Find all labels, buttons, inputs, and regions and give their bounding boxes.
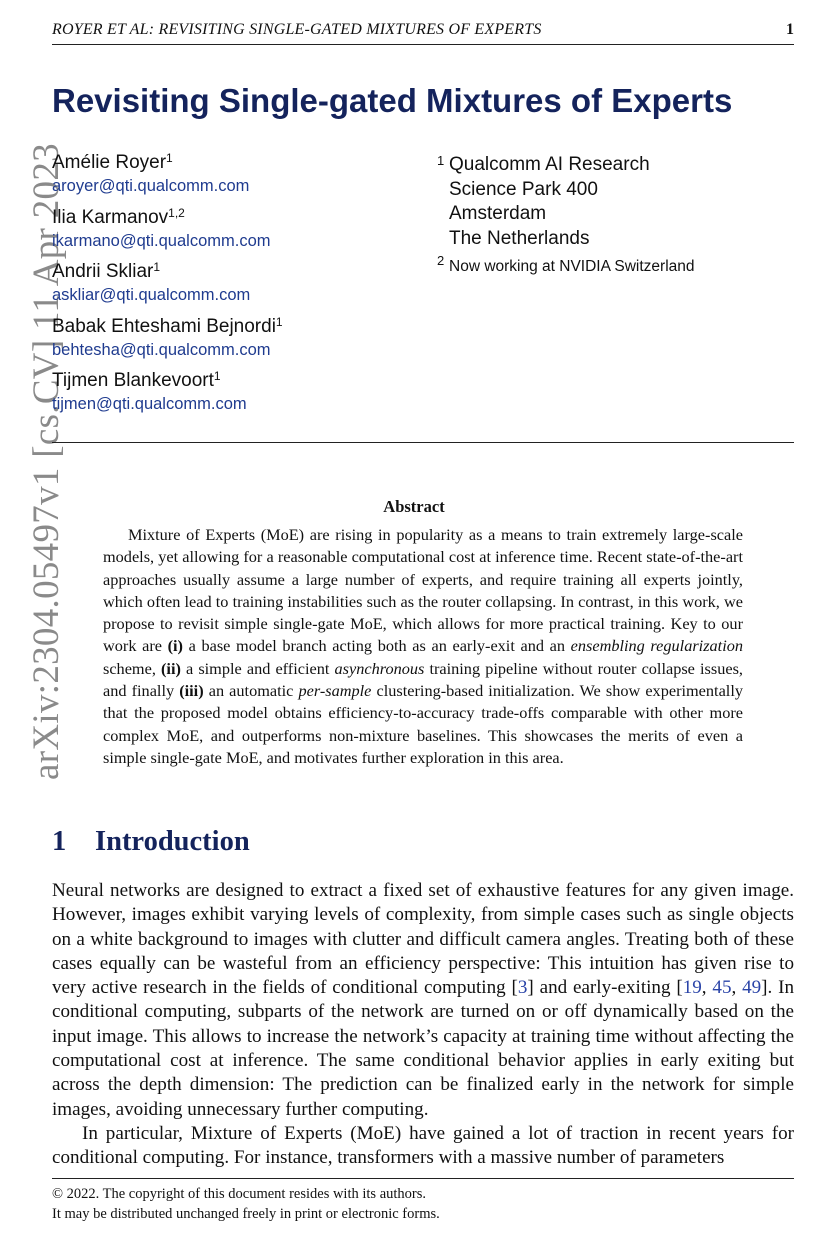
copyright-line: © 2022. The copyright of this document resides with its authors. (52, 1186, 427, 1202)
author-email-link[interactable]: aroyer@qti.qualcomm.com (52, 177, 250, 195)
affiliation-mark: 1 (437, 153, 445, 168)
section-title: Introduction (95, 826, 250, 857)
author-email-link[interactable]: behtesha@qti.qualcomm.com (52, 340, 271, 359)
author-email-link[interactable]: askliar@qti.qualcomm.com (52, 286, 251, 304)
author-name: Tijmen Blankevoort (52, 370, 214, 391)
affiliations (437, 153, 695, 277)
affiliation-note: 2 Now working at NVIDIA Switzerland (437, 253, 695, 275)
page-number: 1 (786, 21, 794, 38)
author-entry (52, 370, 412, 425)
author-affiliation-mark: 1 (213, 369, 221, 383)
author-entry (52, 152, 412, 207)
affiliation-mark: 2 (437, 253, 445, 268)
running-header-text: ROYER ET AL: REVISITING SINGLE-GATED MIXTURES OF EXPERTS (52, 21, 542, 38)
citation-link[interactable]: 49 (742, 977, 762, 999)
author-email-link[interactable]: tijmen@qti.qualcomm.com (52, 395, 247, 413)
intro-paragraph: In particular, Mixture of Experts (MoE) have gained a lot of traction in recent years for conditional computing. For instance, transformers with a massive number of parameters (52, 1122, 794, 1169)
author-affiliation-mark: 1 (275, 314, 283, 329)
author-affiliation-mark: 1,2 (168, 205, 185, 220)
abstract-heading: Abstract (383, 497, 445, 516)
intro-paragraph: Neural networks are designed to extract a fixed set of exhaustive features for any given image. However, images exhibit varying levels of complexity, from simple cases such as single objects on a white background to images with clutter and difficult camera angles. Treating both of these cases equally can be wasteful from an efficiency perspective: This intuition has given rise to very active research in the fields of conditional computing [3] and early-exiting [19, 45, 49]. In conditional computing, subparts of the network are turned on or off dynamically based on the input image. This allows to increase the network’s capacity at training time without affecting the computational cost at inference. The same conditional behavior applies in early exiting but across the depth dimension: The prediction can be finalized early in the network for simple images, avoiding unnecessary further computing. (52, 880, 795, 1120)
section-number: 1 (52, 826, 67, 857)
introduction-text (52, 879, 794, 1171)
paper-title: Revisiting Single-gated Mixtures of Experts (52, 82, 733, 119)
footer-divider (52, 1178, 794, 1179)
citation-link[interactable]: 45 (712, 977, 732, 999)
author-email-link[interactable]: ikarmano@qti.qualcomm.com (52, 231, 271, 250)
running-header (52, 20, 794, 45)
author-name: Ilia Karmanov (52, 206, 169, 228)
author-entry (52, 261, 412, 316)
author-name: Andrii Skliar (52, 261, 154, 282)
author-list (52, 152, 412, 425)
citation-link[interactable]: 19 (682, 977, 702, 999)
title-divider (52, 442, 794, 443)
citation-link[interactable]: 3 (517, 977, 528, 999)
section-heading (52, 826, 250, 858)
author-affiliation-mark: 1 (153, 260, 161, 274)
abstract-text: Mixture of Experts (MoE) are rising in popularity as a means to train extremely large-scale models, yet allowing for a reasonable computational cost at inference time. Recent state-of-the-art approaches usually assume a large number of experts, and require training all experts jointly, which often lead to training instabilities such as the router collapsing. In contrast, in this work, we propose to revisit simple single-gate MoE, which allows for more practical training. Key to our work are (i) a base model branch acting both as an early-exit and an ensembling regularization scheme, (ii) a simple and efficient asynchronous training pipeline without router collapse issues, and finally (iii) an automatic per-sample clustering-based initialization. We show experimentally that the proposed model obtains efficiency-to-accuracy trade-offs comparable with other more complex MoE, and outperforms non-mixture baselines. This showcases the merits of even a simple single-gate MoE, and motivates further exploration in this area. (103, 525, 743, 767)
author-name: Babak Ehteshami Bejnordi (52, 315, 276, 337)
author-affiliation-mark: 1 (166, 151, 173, 165)
distribution-line: It may be distributed unchanged freely in print or electronic forms. (52, 1206, 440, 1222)
author-entry (52, 207, 412, 262)
affiliation-line: 1 Qualcomm AI Research (437, 153, 695, 178)
author-name: Amélie Royer (52, 152, 167, 173)
affiliation-line: The Netherlands (449, 227, 590, 249)
author-entry (52, 316, 412, 371)
arxiv-stamp: arXiv:2304.05497v1 [cs.CV] 11 Apr 2023 (26, 143, 67, 780)
copyright-footer (52, 1184, 440, 1224)
affiliation-line: Science Park 400 (449, 178, 598, 200)
affiliation-line: Amsterdam (449, 203, 547, 224)
